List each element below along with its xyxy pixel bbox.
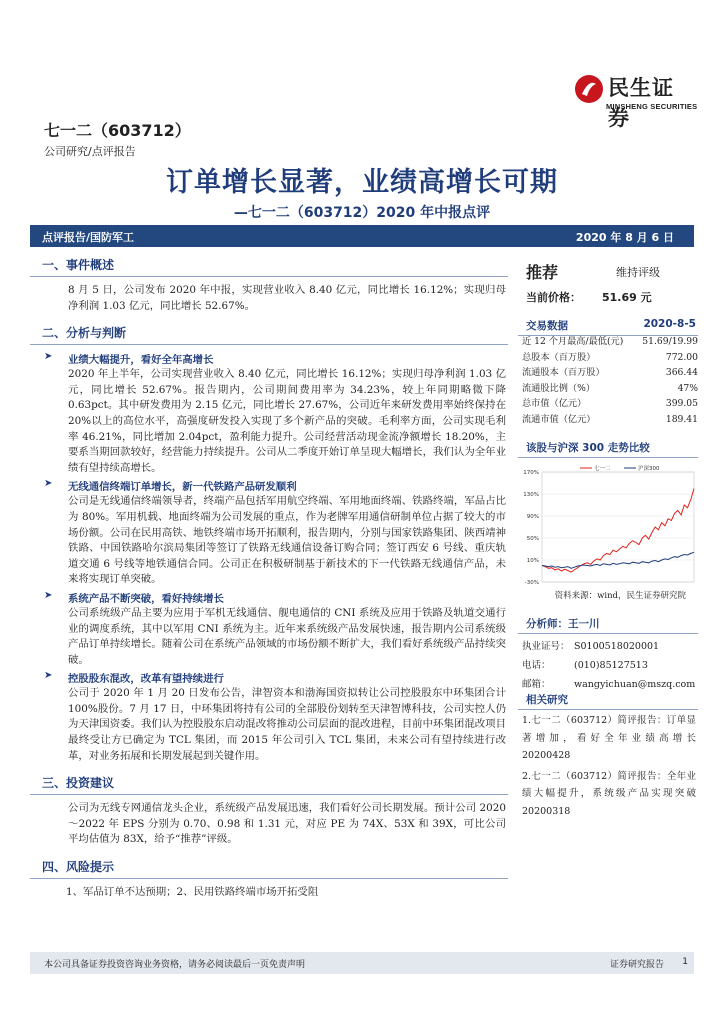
section-title-analysis: 二、分析与判断 [30,320,508,345]
footer-brand: 证券研究报告 [609,960,664,970]
analyst-title: 分析师：王一川 [518,614,698,634]
table-row: 总股本（百万股） 772.00 [522,351,698,363]
analyst-row: 执业证号： S0100518020001 [522,641,660,652]
y-tick-label: 10% [526,558,539,564]
related-item: 2.七一二（603712）简评报告：全年业绩大幅提升，系统级产品实现突破 20200318 [522,770,696,817]
trade-data-date: 2020-8-5 [643,318,696,330]
arrow-icon: ➤ [44,478,53,490]
analysis-heading-4: ➤ 控股股东混改，改革有望持续进行 [44,670,224,686]
related-title: 相关研究 [518,690,698,710]
risk-text: 1、军品订单不达预期；2、民用铁路终端市场开拓受阻 [66,886,319,899]
series-line-index [542,552,694,568]
legend-label: 沪深300 [638,466,660,472]
footer [30,952,694,974]
events-text: 8 月 5 日，公司发布 2020 年中报，实现营业收入 8.40 亿元，同比增长 16.12%；实现归母净利润 1.03 亿元，同比增长 52.67%。 [68,284,506,312]
main-content [30,252,508,907]
company-name: 七一二（603712） [44,121,191,140]
table-row: 流通股比例（%） 47% [522,382,698,394]
table-row: 总市值（亿元） 399.05 [522,398,698,409]
report-type: 公司研究/点评报告 [44,145,136,158]
investment-text: 公司为无线专网通信龙头企业，系统级产品发展迅速，我们看好公司长期发展。预计公司 2020～2022 年 EPS 分别为 0.70、0.98 和 1.31 元，对应 PE 为 74X、53X 和 39X，可比公司平均估值为 83X，给予“推荐”评级。 [68,802,506,846]
price-chart-svg [518,462,698,587]
price-value: 51.69 元 [602,291,652,304]
analysis-heading-3: ➤ 系统产品不断突破，看好持续增长 [44,589,224,605]
analyst-row: 邮箱： wangyichuan@mszq.com [522,679,696,690]
report-date: 2020 年 8 月 6 日 [575,231,674,244]
trade-table [522,334,698,427]
trade-data-header [518,316,698,336]
analysis-text-3: 公司系统级产品主要为应用于军机无线通信、舰电通信的 CNI 系统及应用于铁路及轨道交通行业的调度系统，其中以军用 CNI 系统为主。近年来系统级产品发展快速，报告期内公司系统级产品订单持续增长。随着公司在系统产品领域的市场份额不断扩大，我们看好系统级产品持续突破。 [68,606,506,666]
report-title: 订单增长显著，业绩高增长可期 [166,167,558,198]
chart-source: 资料来源：wind，民生证券研究院 [554,591,686,601]
analysis-text-1: 2020 年上半年，公司实现营业收入 8.40 亿元，同比增长 16.12%；实现归母净利润 1.03 亿元，同比增长 52.67%。报告期内，公司期间费用率为 34.23%，较上年同期略微下降 0.63pct。其中研发费用为 2.15 亿元，同比增长 27.67%，公司近年来研发费用率始终保持在 20%以上的高位水平，高强度研发投入实现了多个新产品的突破。毛利率方面，公司实现毛利率 46.21%，同比增加 2.04pct，盈利能力提升。公司经营活动现金流净额增长 18.20%，主要系当期回款较好，经营能力持续提升。公司从二季度开始订单呈现大幅增长，我们认为全年业绩有望持续高增长。 [68,368,506,474]
y-tick-label: 90% [526,514,539,520]
arrow-icon: ➤ [44,351,53,363]
section-title-investment: 三、投资建议 [30,770,508,795]
section-title-risk: 四、风险提示 [30,854,508,879]
y-tick-label: 130% [523,492,539,498]
logo-mark-icon [574,74,604,104]
legend-label: 七一二 [594,466,611,472]
related-list [522,712,696,823]
analysis-heading-2: ➤ 无线通信终端订单增长，新一代铁路产品研发顺利 [44,478,297,494]
footer-disclaimer: 本公司具备证券投资咨询业务资格，请务必阅读最后一页免责声明 [44,960,306,970]
price-label: 当前价格： [526,291,581,304]
arrow-icon: ➤ [44,589,53,601]
analyst-row: 电话： (010)85127513 [522,660,648,671]
trade-data-title: 交易数据 [526,320,568,332]
price-chart [518,462,698,602]
page-number: 1 [682,957,688,967]
report-subtitle: —七一二（603712）2020 年中报点评 [233,205,491,221]
table-row: 近 12 个月最高/最低(元) 51.69/19.99 [522,336,698,347]
y-tick-label: -30% [524,580,539,586]
analyst-info [522,637,698,694]
analysis-heading-1: ➤ 业绩大幅提升，看好全年高增长 [44,351,214,367]
category-bar [30,225,694,247]
y-tick-label: 50% [526,536,539,542]
plot-frame [542,472,694,582]
y-tick-label: 170% [523,470,539,476]
rating-note: 维持评级 [616,266,660,279]
rating: 推荐 [526,263,559,282]
section-title-events: 一、事件概述 [30,252,508,277]
analysis-text-2: 公司是无线通信终端领导者，终端产品包括军用航空终端、军用地面终端、铁路终端，军品占比为 80%。军用机载、地面终端为公司发展的重点，作为老牌军用通信研制单位占据了较大的市场份额。公司在民用高铁、地铁终端市场开拓顺利，报告期内，分别与国家铁路集团、陕西靖神铁路、中国铁路哈尔滨局集团等签订了铁路无线通信设备订购合同；签订西安 6 号线、重庆轨道交通 6 号线等地铁通信合同。公司正在积极研制基于新技术的下一代铁路无线通信产品，未来将实现订单突破。 [68,495,506,586]
analysis-text-4: 公司于 2020 年 1 月 20 日发布公告，津智资本和渤海国资拟转让公司控股股东中环集团合计 100%股份。7 月 17 日，中环集团将持有公司的全部股份划转至天津智博科技，公司实控人仍为天津国资委。我们认为控股股东启动混改将推动公司层面的混改进程，目前中环集团混改项目最终受让方已确定为 TCL 集团，而 2015 年公司引入 TCL 集团，未来公司有望持续进行改革，对业务拓展和长期发展起到关键作用。 [68,687,506,762]
table-row: 流通股本（百万股） 366.44 [522,367,698,378]
minsheng-logo [574,72,698,130]
table-row: 流通市值（亿元） 189.41 [522,413,698,425]
arrow-icon: ➤ [44,670,53,682]
logo-text-en: MINSHENG SECURITIES [606,102,698,111]
category-label: 点评报告/国防军工 [42,231,135,244]
related-item: 1.七一二（603712）简评报告：订单显著增加，看好全年业绩高增长 20200428 [522,715,696,761]
series-line-stock [542,489,694,573]
chart-title: 该股与沪深 300 走势比较 [518,438,698,458]
logo-text-cn: 民生证券 [608,76,674,130]
